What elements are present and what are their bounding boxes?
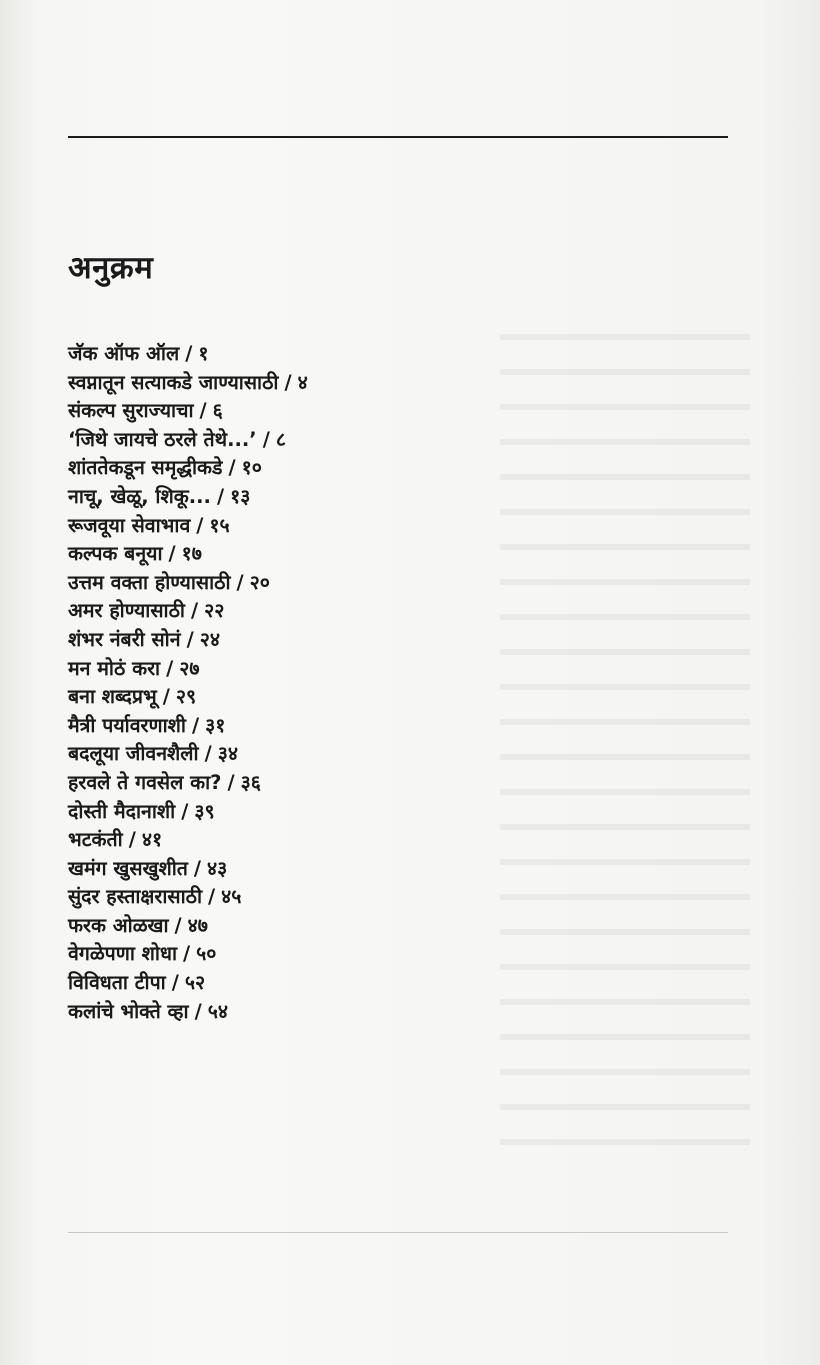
toc-entry-page: ४३ xyxy=(207,856,228,880)
toc-entry-title: उत्तम वक्ता होण्यासाठी xyxy=(68,570,231,594)
toc-entry xyxy=(68,683,308,712)
toc-entry-page: २० xyxy=(249,570,270,594)
toc-entry-page: २२ xyxy=(204,599,225,623)
toc-entry xyxy=(68,940,308,969)
toc-entry-page: ५४ xyxy=(207,999,228,1023)
toc-separator: / xyxy=(171,971,179,995)
toc-entry-title: बना शब्दप्रभू xyxy=(68,685,157,709)
toc-separator: / xyxy=(208,885,216,909)
toc-entry-page: २४ xyxy=(199,627,220,651)
toc-entry-page: १७ xyxy=(181,542,202,566)
toc-separator: / xyxy=(166,656,174,680)
toc-entry-title: कल्पक बनूया xyxy=(68,542,163,566)
show-through-texture xyxy=(500,305,750,1205)
table-of-contents xyxy=(68,340,308,1026)
toc-separator: / xyxy=(186,627,194,651)
toc-entry-title: नाचू, खेळू, शिकू... xyxy=(68,484,211,508)
toc-entry-page: २७ xyxy=(179,656,200,680)
bottom-rule xyxy=(68,1232,728,1233)
toc-entry-page: ५० xyxy=(196,942,217,966)
toc-entry xyxy=(68,512,308,541)
toc-separator: / xyxy=(262,427,270,451)
toc-entry-title: संकल्प सुराज्याचा xyxy=(68,399,194,423)
toc-entry xyxy=(68,855,308,884)
toc-entry-title: सुंदर हस्ताक्षरासाठी xyxy=(68,885,203,909)
toc-entry xyxy=(68,483,308,512)
toc-entry-page: ८ xyxy=(275,427,286,451)
toc-entry-title: अमर होण्यासाठी xyxy=(68,599,185,623)
toc-separator: / xyxy=(183,942,191,966)
toc-entry-page: ४७ xyxy=(187,913,208,937)
toc-entry xyxy=(68,912,308,941)
toc-separator: / xyxy=(174,913,182,937)
toc-entry xyxy=(68,597,308,626)
toc-separator: / xyxy=(236,570,244,594)
toc-entry xyxy=(68,655,308,684)
toc-entry-title: बदलूया जीवनशैली xyxy=(68,742,199,766)
toc-entry xyxy=(68,826,308,855)
toc-entry-title: रूजवूया सेवाभाव xyxy=(68,513,191,537)
toc-entry-title: हरवले ते गवसेल का? xyxy=(68,770,222,794)
page-title: अनुक्रम xyxy=(68,250,154,286)
toc-entry-page: ३६ xyxy=(240,770,261,794)
toc-entry-page: ४१ xyxy=(141,828,163,852)
toc-entry-page: ४ xyxy=(297,370,308,394)
toc-entry-title: फरक ओळखा xyxy=(68,913,169,937)
toc-separator: / xyxy=(194,999,202,1023)
toc-entry xyxy=(68,369,308,398)
toc-entry-title: शांततेकडून समृद्धीकडे xyxy=(68,456,223,480)
toc-entry xyxy=(68,998,308,1027)
toc-entry-title: वेगळेपणा शोधा xyxy=(68,942,178,966)
toc-entry xyxy=(68,769,308,798)
toc-separator: / xyxy=(204,742,212,766)
toc-separator: / xyxy=(284,370,292,394)
toc-entry xyxy=(68,626,308,655)
toc-entry-page: २९ xyxy=(175,685,197,709)
toc-entry-title: जॅक ऑफ ऑल xyxy=(68,342,180,365)
toc-separator: / xyxy=(190,599,199,623)
toc-entry-page: ६ xyxy=(212,399,223,423)
toc-entry xyxy=(68,397,308,426)
toc-entry xyxy=(68,340,308,369)
toc-separator: / xyxy=(185,342,193,365)
toc-separator: / xyxy=(162,685,170,709)
toc-entry xyxy=(68,969,308,998)
toc-entry-page: १५ xyxy=(209,513,230,537)
toc-entry-page: ३४ xyxy=(217,742,238,766)
toc-entry-page: १ xyxy=(198,342,209,365)
toc-entry-page: ४५ xyxy=(221,885,242,909)
toc-entry-title: शंभर नंबरी सोनं xyxy=(68,627,181,651)
toc-separator: / xyxy=(128,828,136,852)
toc-entry-title: स्वप्नातून सत्याकडे जाण्यासाठी xyxy=(68,370,279,394)
toc-entry-title: खमंग खुसखुशीत xyxy=(68,856,188,880)
toc-entry-page: १० xyxy=(241,456,262,480)
toc-separator: / xyxy=(199,399,207,423)
toc-entry-title: ‘जिथे जायचे ठरले तेथे...’ xyxy=(68,427,257,451)
toc-separator: / xyxy=(193,856,202,880)
toc-entry xyxy=(68,712,308,741)
toc-entry xyxy=(68,454,308,483)
toc-entry-title: विविधता टीपा xyxy=(68,971,166,995)
toc-entry-title: भटकंती xyxy=(68,828,123,852)
toc-separator: / xyxy=(228,456,236,480)
toc-entry xyxy=(68,798,308,827)
toc-entry-page: ३९ xyxy=(194,799,215,823)
toc-separator: / xyxy=(168,542,176,566)
toc-entry-page: ५२ xyxy=(184,971,206,995)
toc-separator: / xyxy=(196,513,204,537)
toc-entry xyxy=(68,740,308,769)
top-rule xyxy=(68,136,728,138)
toc-separator: / xyxy=(181,799,189,823)
toc-separator: / xyxy=(227,770,235,794)
toc-entry-title: दोस्ती मैदानाशी xyxy=(68,799,176,823)
toc-separator: / xyxy=(191,713,200,737)
toc-entry xyxy=(68,426,308,455)
toc-entry-title: मैत्री पर्यावरणाशी xyxy=(68,713,186,737)
toc-entry xyxy=(68,569,308,598)
toc-entry xyxy=(68,883,308,912)
toc-entry-title: मन मोठं करा xyxy=(68,656,161,680)
toc-entry xyxy=(68,540,308,569)
toc-entry-page: १३ xyxy=(230,484,251,508)
toc-entry-title: कलांचे भोक्ते व्हा xyxy=(68,999,189,1023)
toc-separator: / xyxy=(216,484,225,508)
toc-entry-page: ३१ xyxy=(205,713,226,737)
